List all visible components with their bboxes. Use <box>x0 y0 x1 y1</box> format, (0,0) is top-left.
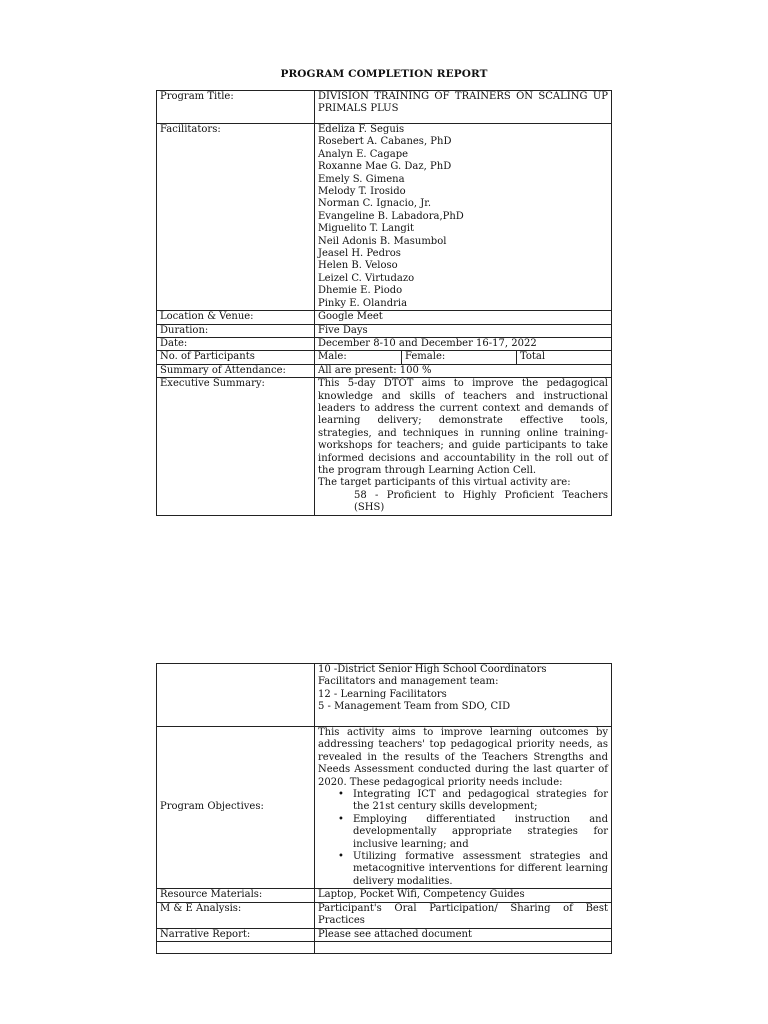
target-participants-first: 58 - Proficient to Highly Proficient Teachers (SHS) <box>354 489 608 514</box>
narrative-row <box>157 928 612 941</box>
facilitator-name: Leizel C. Virtudazo <box>318 272 415 284</box>
location-label: Location & Venue: <box>157 311 315 324</box>
me-analysis-row <box>157 902 612 928</box>
executive-summary-text: This 5-day DTOT aims to improve the pedagogical knowledge and skills of teachers and instructional leaders to address the current context and demands of learning delivery; demonstrate effective tools, strategies, and techniques in running online training-workshops for teachers; and guide participants to take informed decisions and accountability in the roll out of the program through Learning Action Cell. <box>318 378 608 476</box>
executive-summary-label: Executive Summary: <box>157 378 315 515</box>
date-label: Date: <box>157 337 315 350</box>
objective-item: • Employing differentiated instruction and developmentally appropriate strategies for inclusive learning; and <box>338 813 608 850</box>
target-intro: The target participants of this virtual activity are: <box>318 477 571 489</box>
blank-cell <box>157 941 315 953</box>
duration-value: Five Days <box>315 324 612 337</box>
blank-row <box>157 941 612 953</box>
program-title-label: Program Title: <box>157 91 315 124</box>
report-table-page-2 <box>156 663 612 954</box>
bullet-icon: • <box>338 851 344 863</box>
facilitator-name: Roxanne Mae G. Daz, PhD <box>318 161 452 173</box>
executive-summary-content <box>315 378 612 515</box>
narrative-label: Narrative Report: <box>157 928 315 941</box>
target-item: Facilitators and management team: <box>318 676 499 688</box>
facilitator-name: Rosebert A. Cabanes, PhD <box>318 136 452 148</box>
executive-summary-row <box>157 378 612 515</box>
target-item: 5 - Management Team from SDO, CID <box>318 701 511 713</box>
objective-item: • Integrating ICT and pedagogical strategies for the 21st century skills development; <box>338 789 608 813</box>
target-item: 12 - Learning Facilitators <box>318 688 447 700</box>
blank-cell <box>315 941 612 953</box>
objectives-list <box>318 789 608 888</box>
bullet-icon: • <box>338 789 344 801</box>
female-count-cell: Female: <box>402 351 517 363</box>
date-value: December 8-10 and December 16-17, 2022 <box>315 337 612 350</box>
program-title-value: DIVISION TRAINING OF TRAINERS ON SCALING UP PRIMALS PLUS <box>315 91 612 124</box>
facilitator-name: Evangeline B. Labadora,PhD <box>318 210 464 222</box>
facilitators-list <box>315 124 612 311</box>
program-title-row <box>157 91 612 124</box>
me-analysis-value: Participant's Oral Participation/ Sharing of Best Practices <box>315 902 612 928</box>
participants-label: No. of Participants <box>157 351 315 364</box>
narrative-value: Please see attached document <box>315 928 612 941</box>
participants-breakdown <box>315 351 612 364</box>
continued-targets-list <box>315 664 612 727</box>
attendance-value: All are present: 100 % <box>315 364 612 377</box>
resources-row <box>157 889 612 902</box>
facilitator-name: Edeliza F. Seguis <box>318 124 405 135</box>
total-count-cell: Total <box>520 351 546 363</box>
facilitators-row <box>157 124 612 311</box>
attendance-row <box>157 364 612 377</box>
date-row <box>157 337 612 350</box>
objectives-row <box>157 727 612 889</box>
facilitator-name: Norman C. Ignacio, Jr. <box>318 198 432 210</box>
facilitator-name: Emely S. Gimena <box>318 173 405 185</box>
target-item: 10 -District Senior High School Coordinators <box>318 664 547 675</box>
resources-label: Resource Materials: <box>157 889 315 902</box>
facilitator-name: Analyn E. Cagape <box>318 148 409 160</box>
facilitators-label: Facilitators: <box>157 124 315 311</box>
facilitator-name: Neil Adonis B. Masumbol <box>318 235 447 247</box>
duration-label: Duration: <box>157 324 315 337</box>
facilitator-name: Pinky E. Olandria <box>318 297 408 309</box>
objective-item: • Utilizing formative assessment strategies and metacognitive interventions for different learning delivery modalities. <box>338 851 608 887</box>
facilitator-name: Jeasel H. Pedros <box>318 248 401 260</box>
location-row <box>157 311 612 324</box>
facilitator-name: Miguelito T. Langit <box>318 223 415 235</box>
objectives-text: This activity aims to improve learning outcomes by addressing teachers' top pedagogical priority needs, as revealed in the results of the Teachers Strengths and Needs Assessment conducted during the last quarter of 2020. These pedagogical priority needs include: <box>318 727 608 788</box>
duration-row <box>157 324 612 337</box>
facilitator-name: Dhemie E. Piodo <box>318 285 403 297</box>
attendance-label: Summary of Attendance: <box>157 364 315 377</box>
location-value: Google Meet <box>315 311 612 324</box>
participants-row <box>157 351 612 364</box>
page-title: PROGRAM COMPLETION REPORT <box>280 68 488 80</box>
objectives-label: Program Objectives: <box>157 727 315 889</box>
me-analysis-label: M & E Analysis: <box>157 902 315 928</box>
resources-value: Laptop, Pocket Wifi, Competency Guides <box>315 889 612 902</box>
bullet-icon: • <box>338 813 344 825</box>
objectives-content <box>315 727 612 889</box>
male-count-cell: Male: <box>315 351 402 363</box>
report-table-page-1 <box>156 90 612 516</box>
facilitator-name: Helen B. Veloso <box>318 260 398 272</box>
facilitator-name: Melody T. Irosido <box>318 186 406 198</box>
continued-targets-label-cell <box>157 664 315 727</box>
continued-targets-row <box>157 664 612 727</box>
